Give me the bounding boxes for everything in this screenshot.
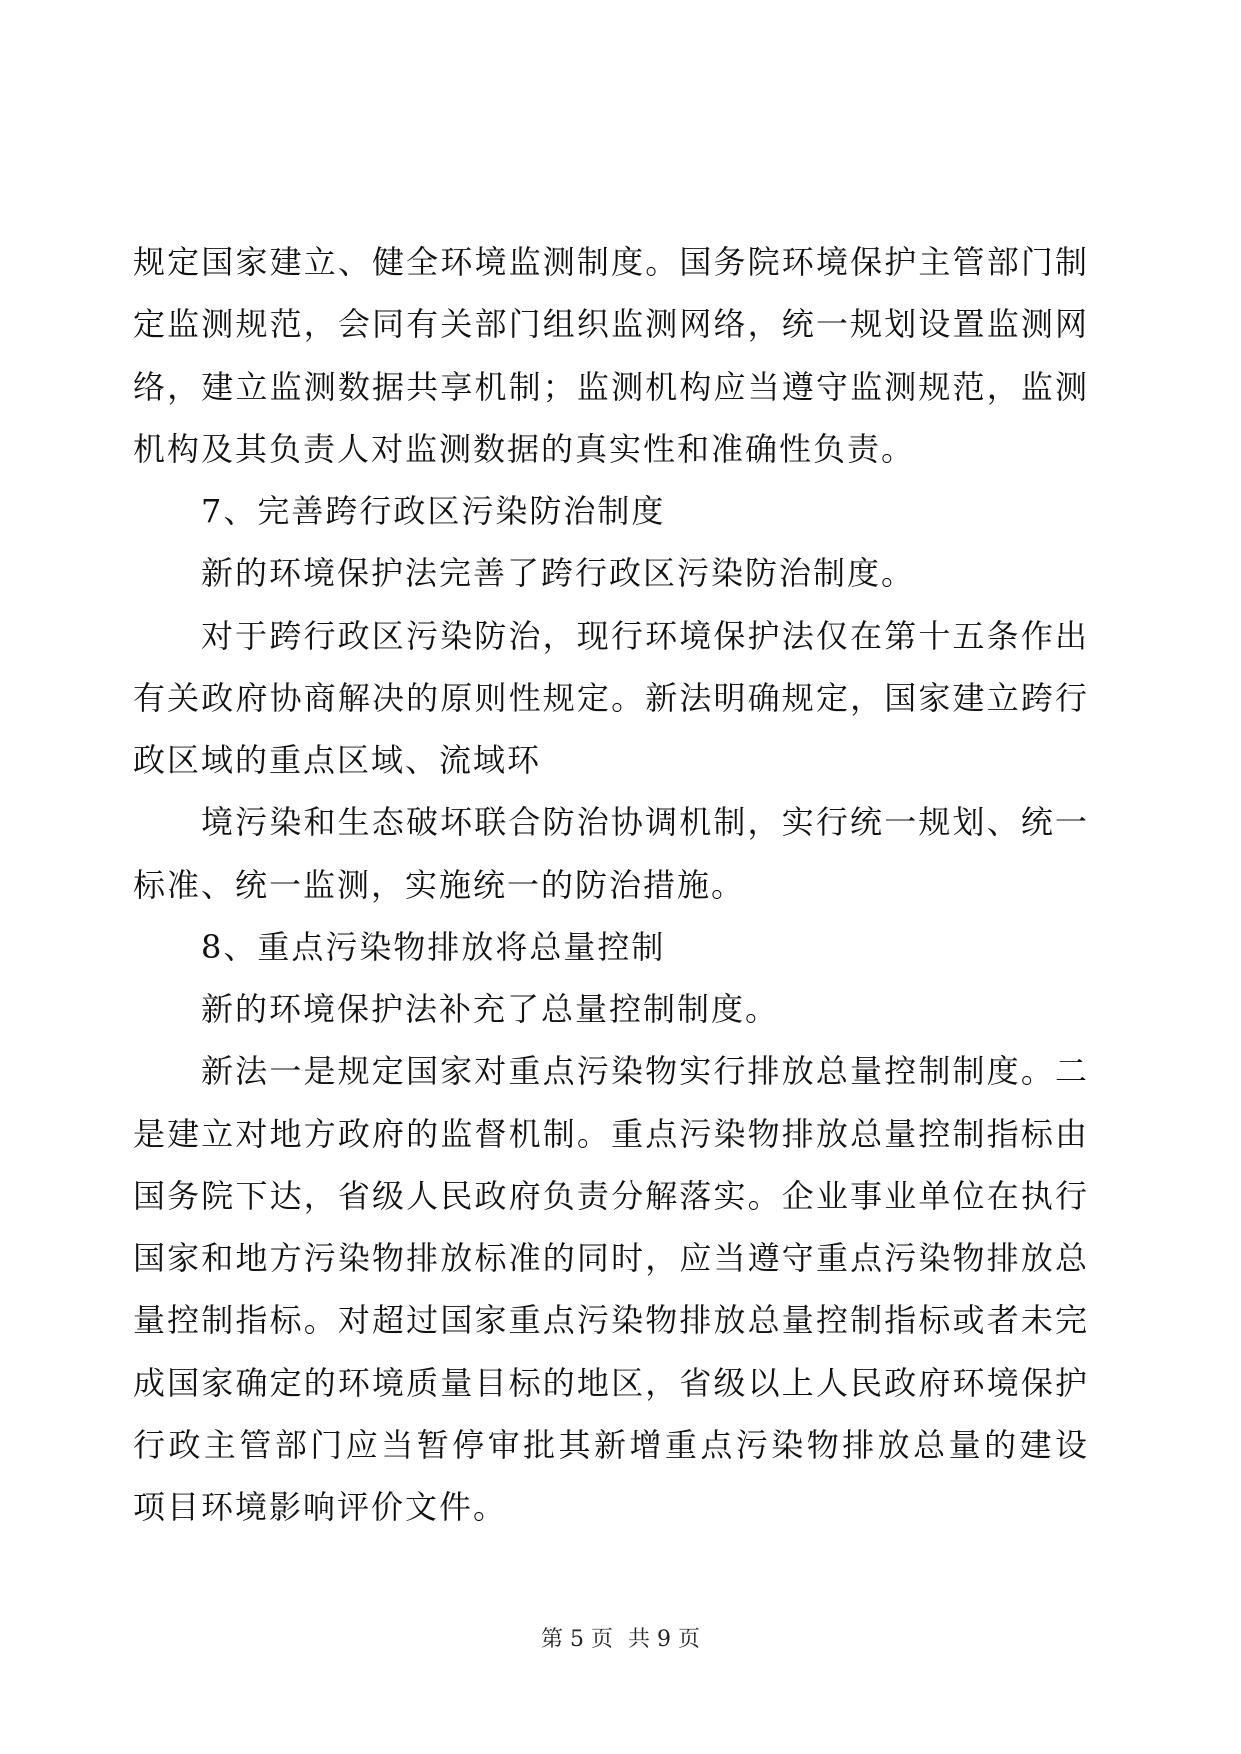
text-line: 国务院下达，省级人民政府负责分解落实。企业事业单位在执行 (133, 1176, 1087, 1215)
text-line: 成国家确定的环境质量目标的地区，省级以上人民政府环境保护 (133, 1363, 1087, 1402)
text-line: 对于跨行政区污染防治，现行环境保护法仅在第十五条作出 (201, 616, 1087, 655)
text-line: 新法一是规定国家对重点污染物实行排放总量控制制度。二 (201, 1052, 1087, 1091)
text-line: 项目环境影响评价文件。 (133, 1488, 508, 1526)
text-line: 新的环境保护法补充了总量控制制度。 (201, 990, 780, 1028)
page-total: 共 9 页 (628, 1627, 700, 1652)
text-line: 行政主管部门应当暂停审批其新增重点污染物排放总量的建设 (133, 1425, 1087, 1464)
page-footer (0, 1622, 1241, 1653)
text-line: 标准、统一监测，实施统一的防治措施。 (133, 865, 746, 904)
text-line: 机构及其负责人对监测数据的真实性和准确性负责。 (133, 429, 916, 468)
text-line: 规定国家建立、健全环境监测制度。国务院环境保护主管部门制 (133, 243, 1087, 281)
text-line: 有关政府协商解决的原则性规定。新法明确规定，国家建立跨行 (133, 678, 1087, 717)
text-line: 定监测规范，会同有关部门组织监测网络，统一规划设置监测网 (133, 305, 1087, 344)
page-number: 第 5 页 (541, 1627, 613, 1652)
text-line: 络，建立监测数据共享机制；监测机构应当遵守监测规范，监测 (133, 367, 1087, 406)
document-body (133, 231, 1087, 1538)
text-line: 新的环境保护法完善了跨行政区污染防治制度。 (201, 554, 916, 593)
text-line: 政区域的重点区域、流域环 (133, 741, 542, 779)
text-line: 境污染和生态破坏联合防治协调机制，实行统一规划、统一 (201, 803, 1087, 842)
text-line: 国家和地方污染物排放标准的同时，应当遵守重点污染物排放总 (133, 1239, 1087, 1277)
text-line: 8、重点污染物排放将总量控制 (201, 927, 666, 966)
text-line: 量控制指标。对超过国家重点污染物排放总量控制指标或者未完 (133, 1301, 1087, 1340)
text-line: 是建立对地方政府的监督机制。重点污染物排放总量控制指标由 (133, 1114, 1087, 1153)
text-line: 7、完善跨行政区污染防治制度 (201, 492, 666, 530)
